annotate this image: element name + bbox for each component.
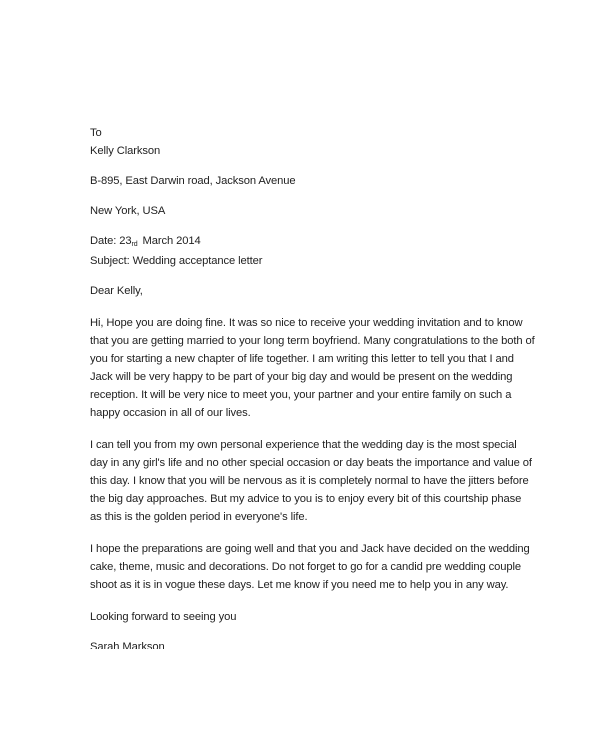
letter-subject: Subject: Wedding acceptance letter <box>90 255 263 267</box>
paragraph-1: Hi, Hope you are doing fine. It was so nice to receive your wedding invitation and to know that you are getting married to your long term boyfriend. Many congratulations to the both of you for starting a new chapter of life together. I am writing this letter to tell you that I and Jack will be very happy to be part of your big day and would be present on the wedding reception. It will be very nice to meet you, your partner and your entire family on such a happy occasion in all of our lives. <box>90 317 535 419</box>
date-prefix: Date: 23 <box>90 235 132 247</box>
letter-body <box>90 124 535 649</box>
recipient-name: Kelly Clarkson <box>90 145 161 157</box>
signature: Sarah Markson <box>90 641 165 649</box>
paragraph-3: I hope the preparations are going well and that you and Jack have decided on the wedding cake, theme, music and decorations. Do not forget to go for a candid pre wedding couple shoot as it is in vogue these days. Let me know if you need me to help you in any way. <box>90 543 530 591</box>
paragraph-2: I can tell you from my own personal experience that the wedding day is the most special day in any girl's life and no other special occasion or day beats the importance and value of this day. I know that you will be nervous as it is completely normal to have the jitters before the big day approaches. But my advice to you is to enjoy every bit of this courtship phase as this is the golden period in everyone's life. <box>90 439 532 523</box>
recipient-street: B-895, East Darwin road, Jackson Avenue <box>90 175 296 187</box>
salutation: Dear Kelly, <box>90 285 143 297</box>
date-suffix: March 2014 <box>139 235 201 247</box>
closing: Looking forward to seeing you <box>90 611 237 623</box>
recipient-city: New York, USA <box>90 205 166 217</box>
to-label: To <box>90 127 102 139</box>
date-ordinal: rd <box>131 241 138 248</box>
letter-date <box>90 232 535 252</box>
